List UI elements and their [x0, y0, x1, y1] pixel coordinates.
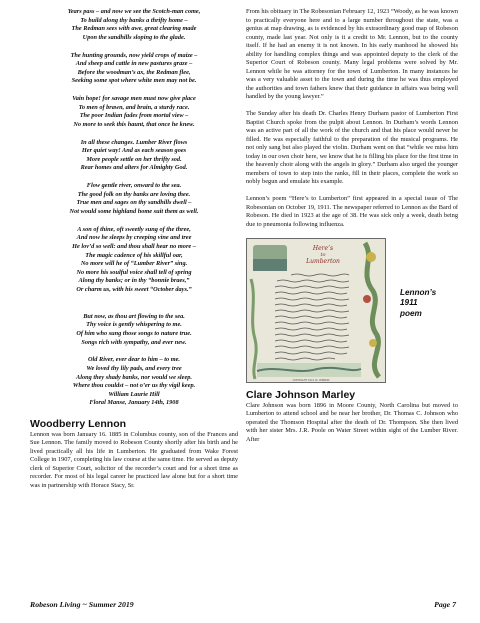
poem-stanza: [30, 139, 238, 173]
poem-line: Old River, ever dear to him – to me.: [88, 356, 180, 364]
poem-line: Along they shady banks, nor would we sleep.: [76, 373, 192, 381]
poem-line: We loved thy lily pads, and every tree: [86, 364, 182, 372]
poem-line: Songs rich with sympathy, and ever new.: [81, 338, 187, 346]
sermon-paragraph: The Sunday after his death Dr. Charles Henry Durham pastor of Lumberton First Baptist Church spoke from the pulpit about Lennon. In Durham’s words Lennon was an active part of all the work of the church and that his place would never be filled. He was especially faithful to the preparation of the musical programs. He not only sang but also played the violin. Durham went on that “while we miss him today in our own choir here, we know that he is filling his place for the first time in the heavenly choir along with the angels in glory.” Durham also urged the younger members of town to step into the ranks, fill in their places, complete the work so nobly begun and emulate his example.: [246, 110, 458, 185]
poem-card-image: [246, 238, 386, 383]
poem-line: Flow gentle river, onward to the sea.: [86, 182, 182, 190]
poem-line: No more to seek this haunt, that once he knew.: [73, 120, 195, 128]
poem-line: Along thy banks; or in thy “bonnie braes,”: [78, 277, 190, 285]
poem-line: To men of brawn, and brain, a sturdy race.: [78, 103, 190, 111]
poem-stanza: [30, 356, 238, 390]
poem-line: No more will he of “Lumber River” sing.: [80, 260, 188, 268]
poem-stanza: [30, 8, 238, 42]
poem-line: Upon the sandhills sloping to the glade.: [82, 33, 186, 41]
poem-figure: [246, 238, 458, 383]
poem-stanza: [30, 182, 238, 216]
poem-stanza: [30, 52, 238, 86]
poem-line: Her quiet way! And as each season goes: [81, 147, 187, 155]
poem-line: In all these changes. Lumber River flows: [80, 138, 188, 146]
poem-line: And now he sleeps by creeping vine and tree: [76, 234, 192, 242]
poem-line: And sheep and cattle in new pastures graze –: [75, 60, 193, 68]
marley-text: Clare Johnson was born 1896 in Moore County, North Carolina but moved to Lumberton to attend school and be near her brother, Dr. Thomas C. Johnson who operated the Thomson Hospital after the death of Dr. Thompson. She then lived with her sister Mrs. J.R. Poole on Water Street within sight of the Lumber River. After: [246, 401, 458, 443]
poem-line: Before the woodman’s ax, the Redman flee,: [77, 68, 191, 76]
poem-line: Where thou couldst – not o’er us thy vigil keep.: [72, 382, 196, 390]
poem-line: Not would some highland home suit them as well.: [69, 208, 199, 216]
right-column: [246, 8, 458, 453]
poem-line: Vain hope! for savage men must now give place: [72, 95, 196, 103]
poem-line: He lov’d so well: and thou shall hear no more –: [72, 243, 196, 250]
obituary-paragraph: From his obituary in The Robesonian February 12, 1923 “Woody, as he was known to practically everyone here and to a large number throughout the state, was a genius at map drawing, as is evidenced by his extraordinary good map of Robeson county, made last year. Not only is it a credit to Mr. Lennon, but to the county itself. If he had an enemy it is not known. In his early manhood he showed his ability for handling complex things and was appointed deputy to the clerk of the Superior Court of Robeson county. Many legal problems were solved by Mr. Lennon while he was attorney for the town of Lumberton. In many instances he was a very valuable asset to the town and during the time he was thus employed the authorities and town fathers knew that their guidance in affairs was being well handled by the young lawyer.”: [246, 8, 458, 100]
poem-stanza: [30, 313, 238, 347]
woodberry-text: Lennon was born January 16. 1885 in Columbus county, son of the Frances and Sue Lennon. The family moved to Robeson County shortly after his birth and he lived practically all his life in Lumberton. He graduated from Wake Forest College in 1907, completing his law course at the same time. He served as deputy clerk of Superior Court, solicitor of the recorder’s court and for a short time as recorder. For most of his legal career he practiced law alone but for a short time was in partnership with Horace Stacy, Sr.: [30, 430, 238, 489]
poem-card-title: Here’s to Lumberton: [306, 244, 340, 265]
poem-caption: Lennon’s 1911 poem: [400, 287, 437, 318]
poem-line: More people settle on her thrifty sod.: [86, 155, 182, 163]
poem-stanza: [30, 226, 238, 295]
poem-stanza: [30, 95, 238, 129]
poem-line: Seeking some spot where white men may not be.: [71, 77, 197, 85]
poem-line: Thy voice is gently whispering to me.: [86, 321, 182, 329]
poem-line: Of him who sung those songs to nature true.: [76, 329, 192, 337]
poem-line: The magic cadence of his skillful oar,: [85, 251, 183, 259]
left-column: [30, 8, 238, 499]
svg-text:COPYRIGHT 1911 W. LENNON: COPYRIGHT 1911 W. LENNON: [292, 378, 330, 382]
poem-line: Years pass – and now we see the Scotch-man come,: [67, 8, 201, 15]
poem-line: The Redman sees with awe, great clearing made: [71, 25, 197, 33]
poem-line: No more his soulful voice shall tell of spring: [76, 268, 192, 276]
poem-line: True men and sages on thy sandhills dwell –: [76, 199, 192, 207]
poem-line: To build along thy banks a thrifty home –: [80, 16, 188, 24]
poem-line: A son of thine, oft sweetly sung of the three,: [77, 225, 191, 233]
poem-history-paragraph: Lennon’s poem “Here’s to Lumberton” first appeared in a special issue of The Robesonian on October 19, 1911. The newspaper referred to Lennon as the Bard of Robeson. He died in 1923 at the age of 38. He was sick only a week, death being due to pneumonia following influenza.: [246, 195, 458, 228]
poem-line: The good folk on thy banks are loving thee.: [77, 190, 191, 198]
poem-author: William Laurie Hill: [108, 390, 160, 398]
woodberry-heading: Woodberry Lennon: [30, 417, 127, 430]
poem-line: Rear homes and alters for Almighty God.: [80, 164, 188, 172]
poem-place-date: Floral Manse, January 14th, 1908: [89, 399, 179, 407]
poem: [30, 8, 238, 408]
poem-line: But now, as thou art flowing to the sea.: [83, 312, 185, 320]
poem-line: Or charm us, with his sweet “October days.”: [76, 285, 192, 293]
page-number: Page 7: [434, 600, 456, 609]
footer-publication: Robeson Living ~ Summer 2019: [30, 600, 134, 609]
marley-heading: Clare Johnson Marley: [246, 388, 356, 401]
poem-line: The poor Indian fades from mortal view –: [79, 112, 189, 120]
poem-line: The hunting grounds, now yield crops of maize –: [70, 51, 198, 59]
